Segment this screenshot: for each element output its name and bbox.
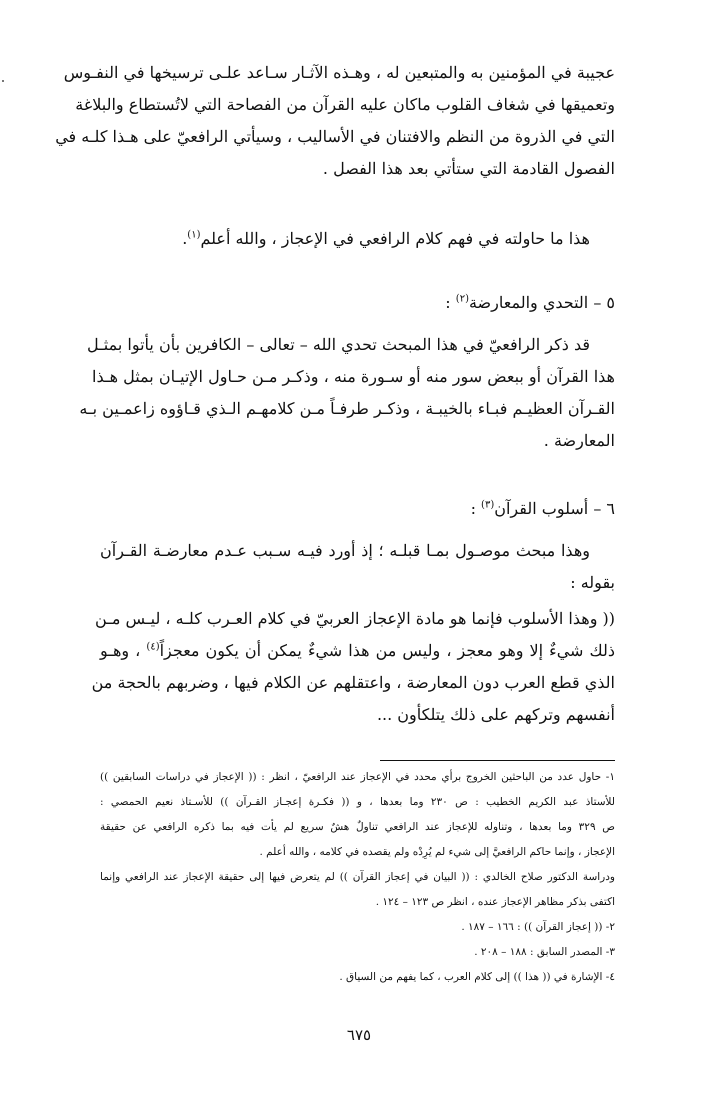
heading-text: ٥ – التحدي والمعارضة — [468, 293, 615, 312]
footnote-line: ص ٣٢٩ وما بعدها ، وتناوله للإعجاز عند الرافعي تناولٌ هشٌ سريع لم يأت فيه بما ذكره الرافعي عن حقيقة — [100, 821, 615, 833]
quote-line: (( وهذا الأسلوب فإنما هو مادة الإعجاز العربيّ في كلام العـرب كلـه ، ليـس مـن — [95, 609, 615, 628]
quote-line: أنفسهم وتركهم على ذلك يتلكأون ... — [376, 705, 615, 724]
body-line: وهذا مبحث موصـول بمـا قبلـه ؛ إذ أورد فيـه سـبب عـدم معارضـة القـرآن — [100, 541, 590, 560]
footnote-separator — [380, 760, 615, 761]
body-line: التي في الذروة من النظم والافتنان في الأساليب ، وسيأتي الرافعيّ على هـذا كلـه في — [55, 127, 615, 146]
body-line: المعارضة . — [543, 431, 615, 450]
closing-paragraph — [100, 224, 590, 254]
section-heading-5 — [100, 288, 615, 318]
footnote-ref[interactable]: (٢) — [455, 293, 469, 305]
footnote-line: الإعجاز ، وإنما حاكم الرافعيَّ إلى شيء لم يُرِدْه ولم يقصده في كلامه ، والله أعلم . — [259, 846, 615, 858]
footnote-3: ٣- المصدر السابق : ١٨٨ – ٢٠٨ . — [474, 946, 615, 958]
body-line: وتعميقها في شغاف القلوب ماكان عليه القرآن من الفصاحة التي لاتُستطاع والبلاغة — [75, 95, 615, 114]
heading-text: ٦ – أسلوب القرآن — [494, 499, 615, 518]
quote-line — [100, 636, 615, 666]
footnote-line: ودراسة الدكتور صلاح الخالدي : (( البيان في إعجاز القرآن )) لم يتعرض فيها إلى حقيقة الإعجاز عند الرافعي وإنما — [100, 871, 615, 883]
body-text: هذا ما حاولته في فهم كلام الرافعي في الإعجاز ، والله أعلم — [200, 229, 590, 248]
body-line: عجيبة في المؤمنين به والمتبعين له ، وهـذه الآثـار سـاعد علـى ترسيخها في النفـوس — [63, 63, 615, 82]
footnote-4: ٤- الإشارة في (( هذا )) إلى كلام العرب ، كما يفهم من السياق . — [339, 971, 615, 983]
quote-text: ذلك شيءٌ إلا وهو معجز ، وليس من هذا شيءٌ يمكن أن يكون معجزاً — [159, 641, 615, 660]
section-heading-6 — [100, 494, 615, 524]
body-line: قد ذكر الرافعيّ في هذا المبحث تحدي الله – تعالى – الكافرين بأن يأتوا بمثـل — [86, 335, 590, 354]
margin-mark — [2, 80, 4, 82]
footnote-line: ١- حاول عدد من الباحثين الخروج برأي محدد في الإعجاز عند الرافعيّ ، انظر : (( الإعجاز في دراسات السابقين )) — [100, 771, 615, 783]
body-line: هذا القرآن أو ببعض سور منه أو سـورة منه ، وذكـر مـن حـاول الإتيـان بمثل هـذا — [92, 367, 615, 386]
heading-colon: : — [470, 499, 482, 518]
body-line: الفصول القادمة التي ستأتي بعد هذا الفصل . — [322, 159, 615, 178]
body-line: بقوله : — [570, 573, 615, 592]
footnote-ref[interactable]: (٣) — [481, 499, 495, 511]
heading-colon: : — [445, 293, 456, 312]
footnote-line: اكتفى بذكر مظاهر الإعجاز عنده ، انظر ص ١٢٣ – ١٢٤ . — [375, 896, 615, 908]
quote-text: ، وهـو — [100, 641, 147, 660]
body-line: القـرآن العظيـم فبـاء بالخيبـة ، وذكـر طرفـاً مـن كلامهـم الـذي قـاؤوه زاعمـين بـه — [79, 399, 615, 418]
footnote-line: للأستاذ عبد الكريم الخطيب : ص ٢٣٠ وما بعدها ، و (( فكـرة إعجـاز القـرآن )) للأسـتاذ نعيم الحمصي : — [100, 796, 615, 808]
footnote-2: ٢- (( إعجاز القرآن )) : ١٦٦ – ١٨٧ . — [461, 921, 615, 933]
quote-line: الذي قطع العرب دون المعارضة ، واعتقلهم عن الكلام فيها ، وضربهم بالحجة من — [91, 673, 615, 692]
page-number: ٦٧٥ — [346, 1026, 372, 1044]
body-text: . — [182, 229, 188, 248]
footnote-ref[interactable]: (١) — [187, 229, 201, 241]
footnote-ref[interactable]: (٤) — [146, 641, 160, 653]
